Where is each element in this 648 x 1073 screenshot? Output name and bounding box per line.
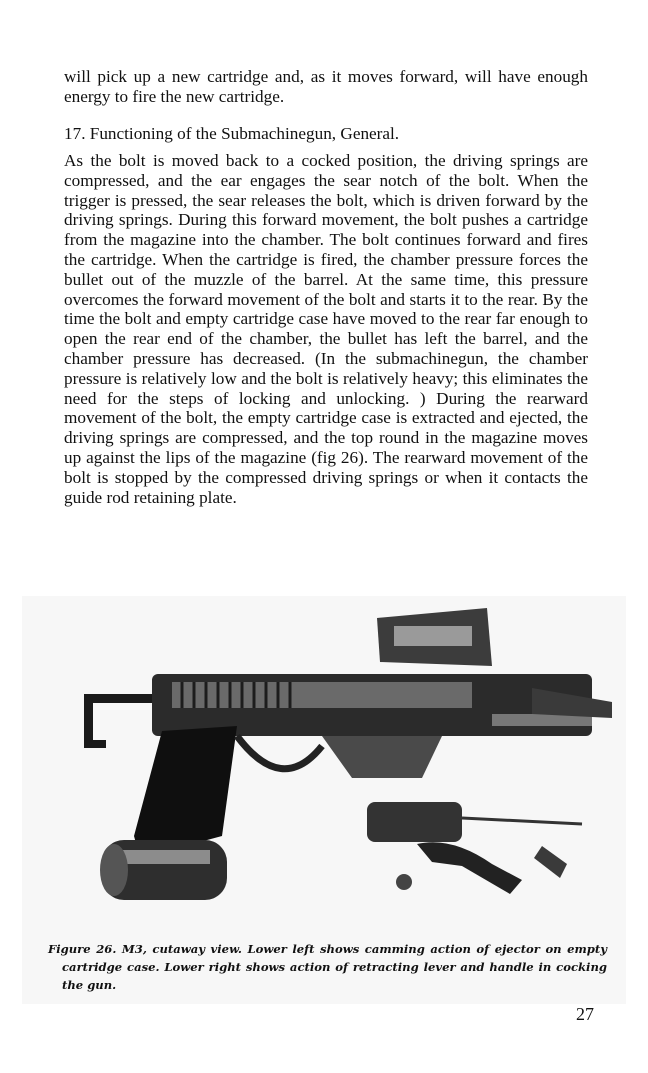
section-heading: 17. Functioning of the Submachinegun, General.	[64, 124, 400, 143]
pistol-grip-shape	[134, 726, 237, 858]
receiver-shape	[152, 674, 612, 736]
lower-right-inset-shape	[367, 802, 582, 894]
submachinegun-cutaway-photo	[22, 596, 626, 936]
main-paragraph: As the bolt is moved back to a cocked position, the driving springs are compressed, and the ear engages the sear notch of the bolt. When the trigger is pressed, the sear releases the bolt, which is driven forward by the driving springs. During this forward movement, the bolt pushes a cartridge from the magazine into the chamber. The bolt continues forward and fires the cartridge. When the cartridge is fired, the chamber pressure forces the bullet out of the muzzle of the barrel. At the same time, this pressure overcomes the forward movement of the bolt and starts it to the rear. By the time the bolt and empty cartridge case have moved to the rear far enough to open the rear end of the chamber, the bullet has left the barrel, and the chamber pressure has decreased. (In the submachinegun, the chamber pressure is relatively low and the bolt is relatively heavy; this eliminates the need for the steps of locking and unlocking. ) During the rearward movement of the bolt, the empty cartridge case is extracted and ejected, the driving springs are compressed, and the top round in the magazine moves up against the lips of the magazine (fig 26). The rearward movement of the bolt is stopped by the compressed driving springs or when it contacts the guide rod retaining plate.	[64, 151, 588, 507]
intro-paragraph: will pick up a new cartridge and, as it moves forward, will have enough energy to fire the new cartridge.	[64, 67, 588, 106]
lower-left-inset-shape	[100, 840, 227, 900]
figure-caption: Figure 26. M3, cutaway view. Lower left shows camming action of ejector on empty cartridge case. Lower right shows action of retracting lever and handle in cocking the gun.	[48, 942, 607, 992]
page-number: 27	[576, 1004, 594, 1024]
trigger-guard-shape	[237, 736, 322, 769]
